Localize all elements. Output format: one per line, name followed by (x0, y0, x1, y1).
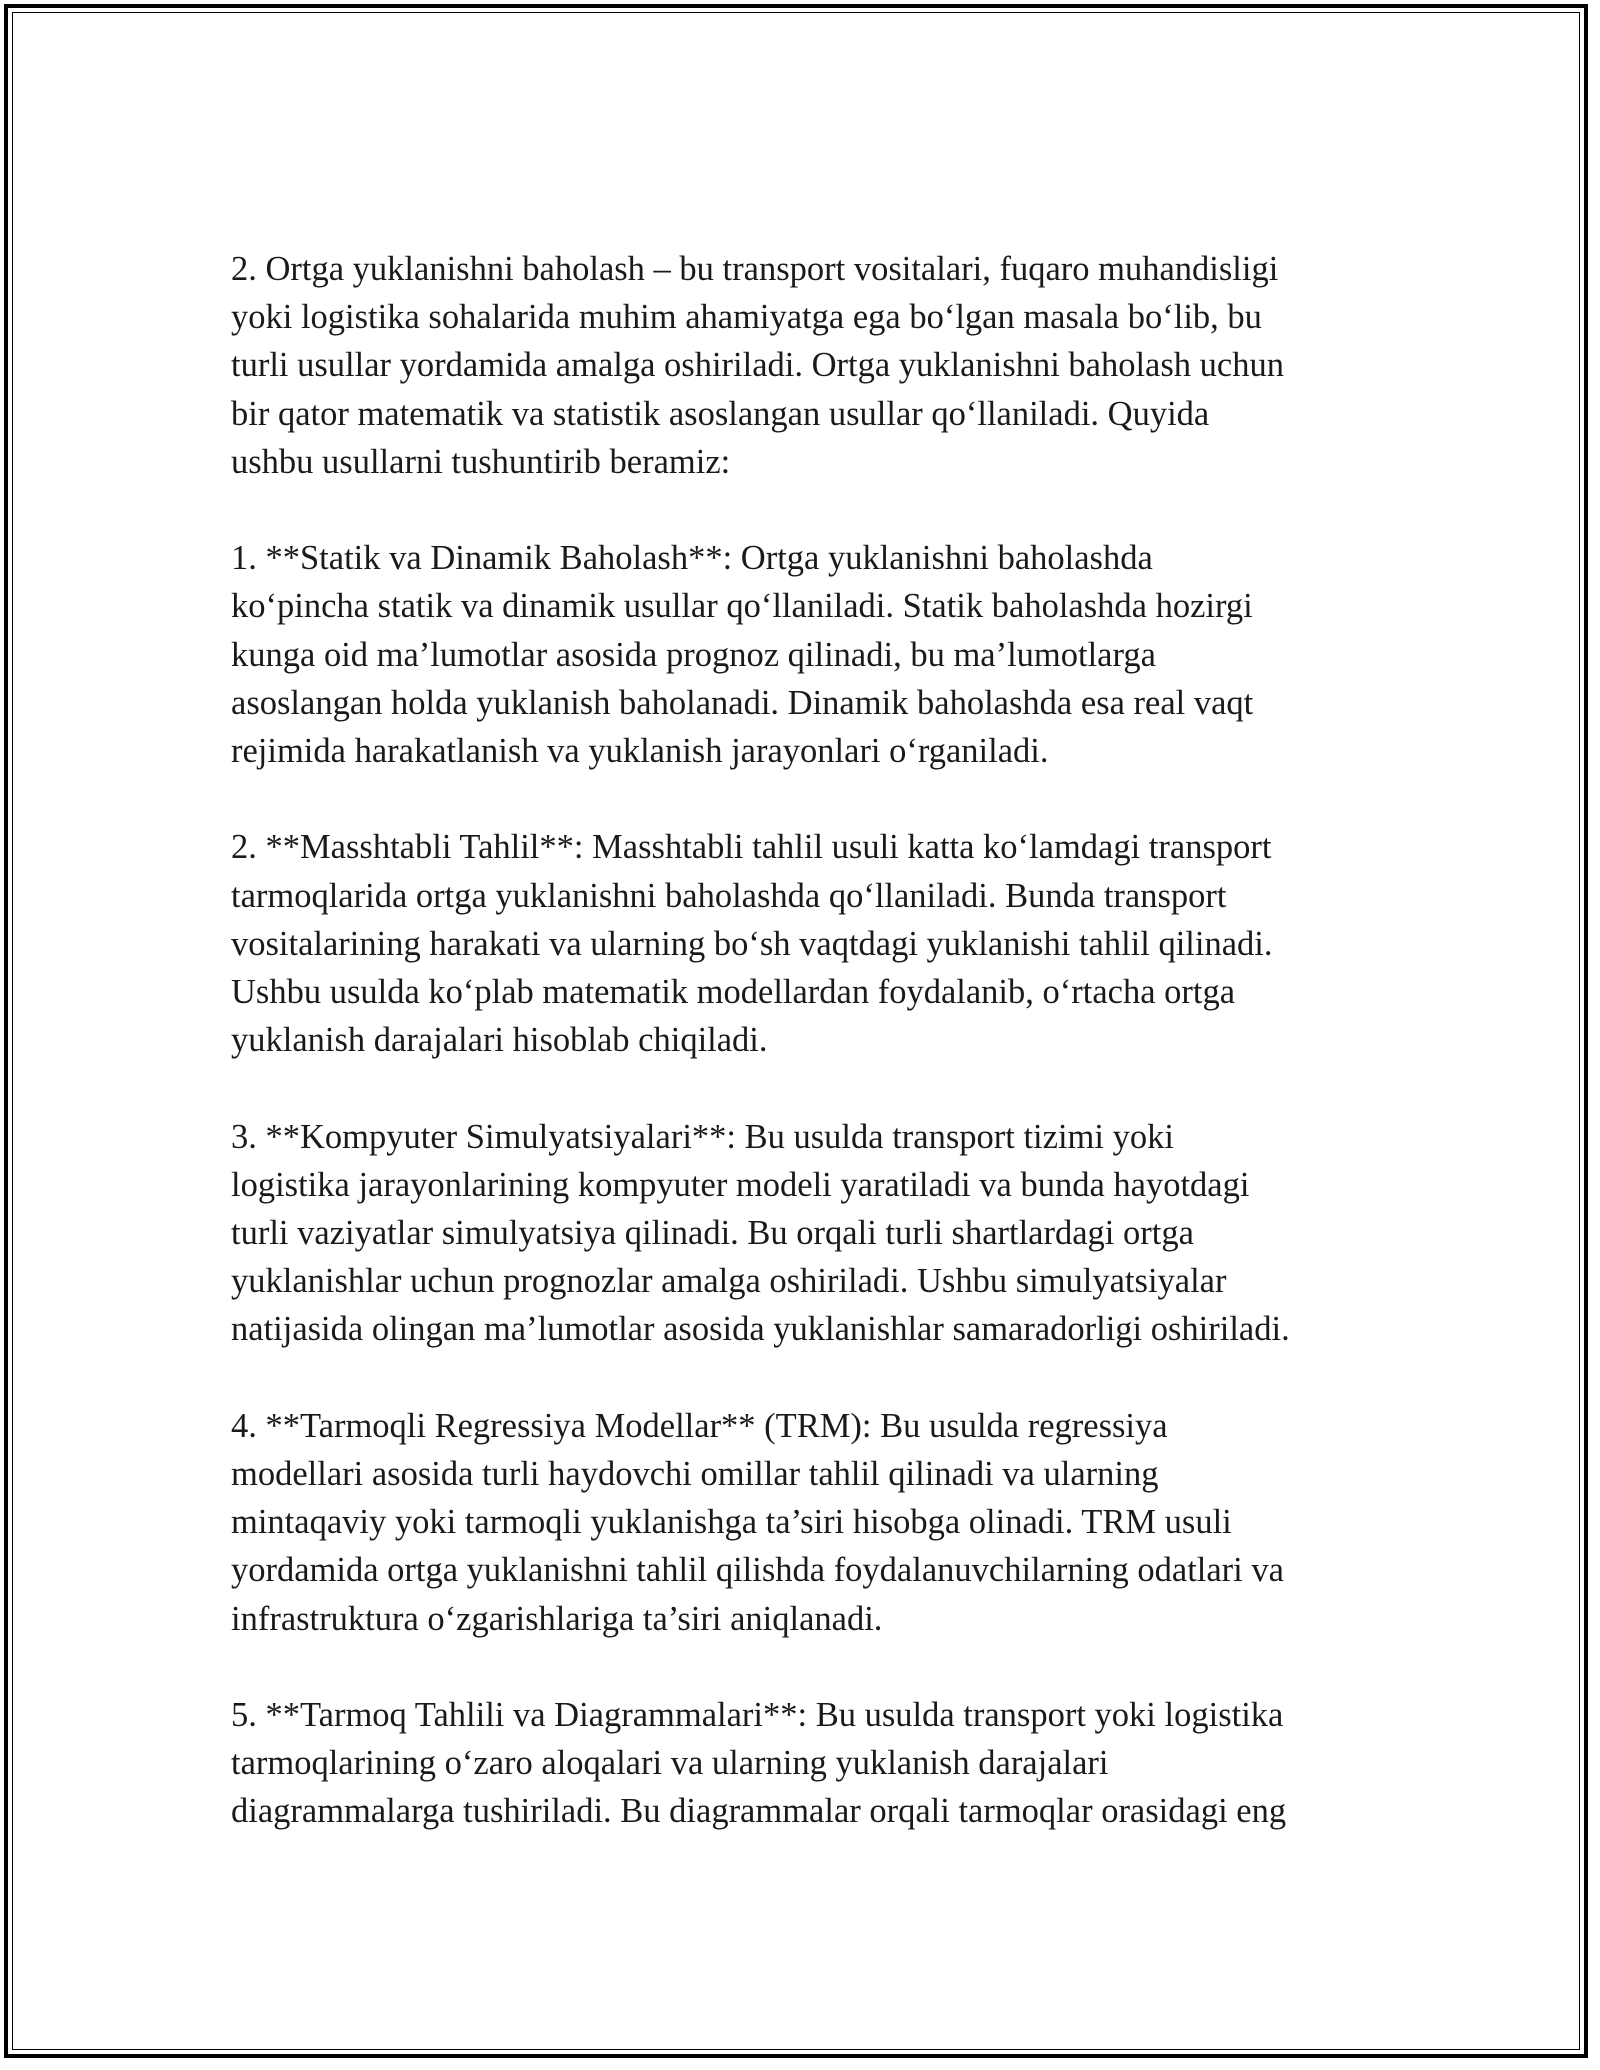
paragraph-tarmoqli-regressiya: 4. **Tarmoqli Regressiya Modellar** (TRM): Bu usulda regressiya modellari asosida turli haydovchi omillar tahlil qilinadi va ularning mintaqaviy yoki tarmoqli yuklanishga ta’siri hisobga olinadi. TRM usuli yordamida ortga yuklanishni tahlil qilishda foydalanuvchilarning odatlari va infrastruktura o‘zgarishlariga ta’siri aniqlanadi. (231, 1406, 1284, 1638)
paragraph-kompyuter-simulyatsiyalari: 3. **Kompyuter Simulyatsiyalari**: Bu usulda transport tizimi yoki logistika jarayonlarining kompyuter modeli yaratiladi va bunda hayotdagi turli vaziyatlar simulyatsiya qilinadi. Bu orqali turli shartlardagi ortga yuklanishlar uchun prognozlar amalga oshiriladi. Ushbu simulyatsiyalar natijasida olingan ma’lumotlar asosida yuklanishlar samaradorligi oshiriladi. (231, 1117, 1290, 1349)
paragraph-masshtabli-tahlil: 2. **Masshtabli Tahlil**: Masshtabli tahlil usuli katta ko‘lamdagi transport tarmoqlarida ortga yuklanishni baholashda qo‘llaniladi. Bunda transport vositalarining harakati va ularning bo‘sh vaqtdagi yuklanishi tahlil qilinadi. Ushbu usulda ko‘plab matematik modellardan foydalanib, o‘rtacha ortga yuklanish darajalari hisoblab chiqiladi. (231, 828, 1273, 1060)
document-body (231, 245, 1381, 1884)
paragraph-tarmoq-tahlili: 5. **Tarmoq Tahlili va Diagrammalari**: Bu usulda transport yoki logistika tarmoqlarining o‘zaro aloqalari va ularning yuklanish darajalari diagrammalarga tushiriladi. Bu diagrammalar orqali tarmoqlar orasidagi eng (231, 1696, 1287, 1831)
intro-paragraph: 2. Ortga yuklanishni baholash – bu transport vositalari, fuqaro muhandisligi yoki logistika sohalarida muhim ahamiyatga ega bo‘lgan masala bo‘lib, bu turli usullar yordamida amalga oshiriladi. Ortga yuklanishni baholash uchun bir qator matematik va statistik asoslangan usullar qo‘llaniladi. Quyida ushbu usullarni tushuntirib beramiz: (231, 250, 1284, 481)
paragraph-statik-dinamik: 1. **Statik va Dinamik Baholash**: Ortga yuklanishni baholashda ko‘pincha statik va dinamik usullar qo‘llaniladi. Statik baholashda hozirgi kunga oid ma’lumotlar asosida prognoz qilinadi, bu ma’lumotlarga asoslangan holda yuklanish baholanadi. Dinamik baholashda esa real vaqt rejimida harakatlanish va yuklanish jarayonlari o‘rganiladi. (231, 539, 1254, 771)
